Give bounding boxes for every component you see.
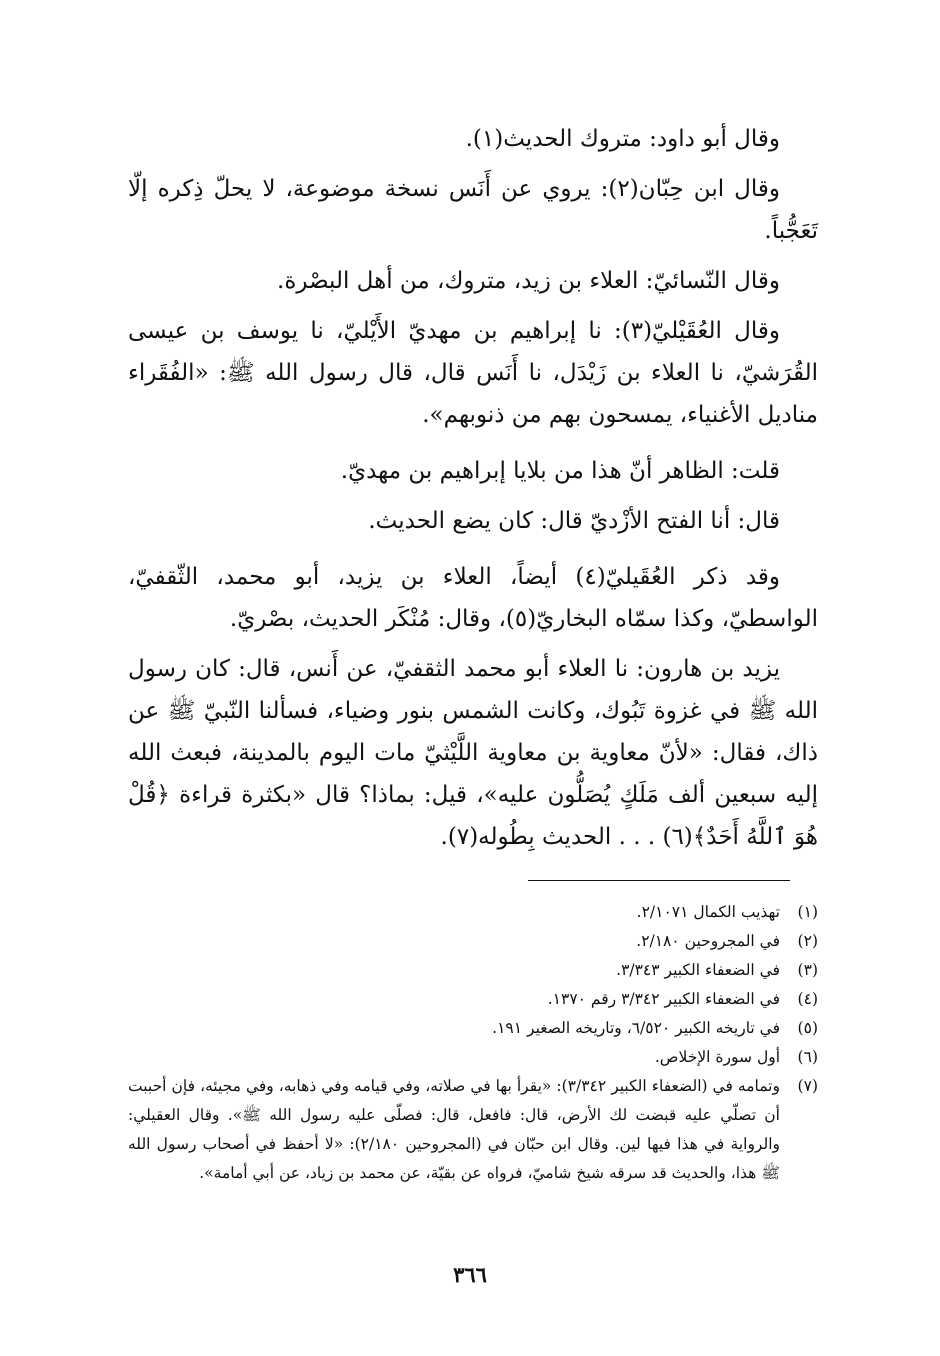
footnote-item: [128, 898, 818, 927]
footnote-text: في الضعفاء الكبير ٣/٣٤٣.: [616, 961, 780, 979]
paragraph-qultu: قلت: الظاهر أنّ هذا من بلايا إبراهيم بن مهديّ.: [340, 458, 780, 484]
footnote-text: في تاريخه الكبير ٦/٥٢٠، وتاريخه الصغير ١٩١.: [492, 1019, 780, 1037]
footnote-text: أول سورة الإخلاص.: [654, 1048, 780, 1066]
footnote-number: (٧): [797, 1077, 818, 1095]
paragraph-yazid-hadith: يزيد بن هارون: نا العلاء أبو محمد الثقفيّ، عن أَنس، قال: كان رسول الله ﷺ في غزوة تَبُوك، وكانت الشمس بنور وضياء، فسألنا النّبيّ ﷺ عن ذاك، فقال: «لأنّ معاوية بن معاوية اللَّيْثيّ مات اليوم بالمدينة، فبعث الله إليه سبعين ألف مَلَكٍ يُصَلُّون عليه»، قيل: بماذا؟ قال «بكثرة قراءة ﴿قُلْ هُوَ ٱللَّهُ أَحَدٌ﴾(٦) . . . الحديث بِطُوله(٧).: [128, 656, 818, 850]
footnote-number: (٤): [797, 990, 818, 1008]
footnote-number: (٥): [797, 1019, 818, 1037]
paragraph-uqayli: وقال العُقَيْليّ(٣): نا إبراهيم بن مهديّ الأَيْليّ، نا يوسف بن عيسى القُرَشيّ، نا العلاء بن زَيْدَل، نا أَنَس قال، قال رسول الله ﷺ: «الفُقَراء مناديل الأغنياء، يمسحون بهم من ذنوبهم».: [128, 318, 818, 428]
footnote-number: (٣): [797, 961, 818, 979]
page-number: ٣٦٦: [453, 1262, 487, 1287]
footnote-separator: [528, 880, 790, 881]
paragraph-azdi: قال: أنا الفتح الأزْديّ قال: كان يضع الحديث.: [368, 508, 780, 534]
main-text: [128, 118, 818, 866]
footnote-text: تهذيب الكمال ٢/١٠٧١.: [636, 903, 780, 921]
footnote-item: [128, 1072, 818, 1188]
footnotes: [128, 898, 818, 1188]
footnote-number: (٦): [797, 1048, 818, 1066]
footnote-number: (٢): [797, 932, 818, 950]
paragraph-uqayli-second: وقد ذكر العُقَيليّ(٤) أيضاً، العلاء بن يزيد، أبو محمد، الثّقفيّ، الواسطيّ، وكذا سمّاه البخاريّ(٥)، وقال: مُنْكَر الحديث، بصْريّ.: [128, 564, 818, 632]
footnote-item: [128, 956, 818, 985]
footnote-item: [128, 985, 818, 1014]
paragraph-abu-dawud: وقال أبو داود: متروك الحديث(١).: [465, 126, 780, 152]
footnote-item: [128, 1014, 818, 1043]
paragraph-nasai: وقال النّسائيّ: العلاء بن زيد، متروك، من أهل البصْرة.: [277, 268, 780, 294]
footnote-item: [128, 1043, 818, 1072]
footnote-text: وتمامه في (الضعفاء الكبير ٣/٣٤٢): «يقرأ بها في صلاته، وفي قيامه وفي ذهابه، وفي مجيئه، فإن أحببت أن تصلّي عليه قبضت لك الأرض، قال: فافعل، قال: فصلّى عليه رسول الله ﷺ». وقال العقيلي: والرواية في هذا فيها لين. وقال ابن حبّان في (المجروحين ٢/١٨٠): «لا أحفظ في أصحاب رسول الله ﷺ هذا، والحديث قد سرقه شيخ شاميّ، فرواه عن بقيّة، عن محمد بن زياد، عن أبي أمامة».: [128, 1077, 780, 1182]
footnote-text: في المجروحين ٢/١٨٠.: [636, 932, 780, 950]
footnote-text: في الضعفاء الكبير ٣/٣٤٢ رقم ١٣٧٠.: [547, 990, 780, 1008]
paragraph-ibn-hibban: وقال ابن حِبّان(٢): يروي عن أَنَس نسخة موضوعة، لا يحلّ ذِكره إلّا تَعَجُّباً.: [128, 176, 818, 244]
footnote-number: (١): [797, 903, 818, 921]
footnote-item: [128, 927, 818, 956]
